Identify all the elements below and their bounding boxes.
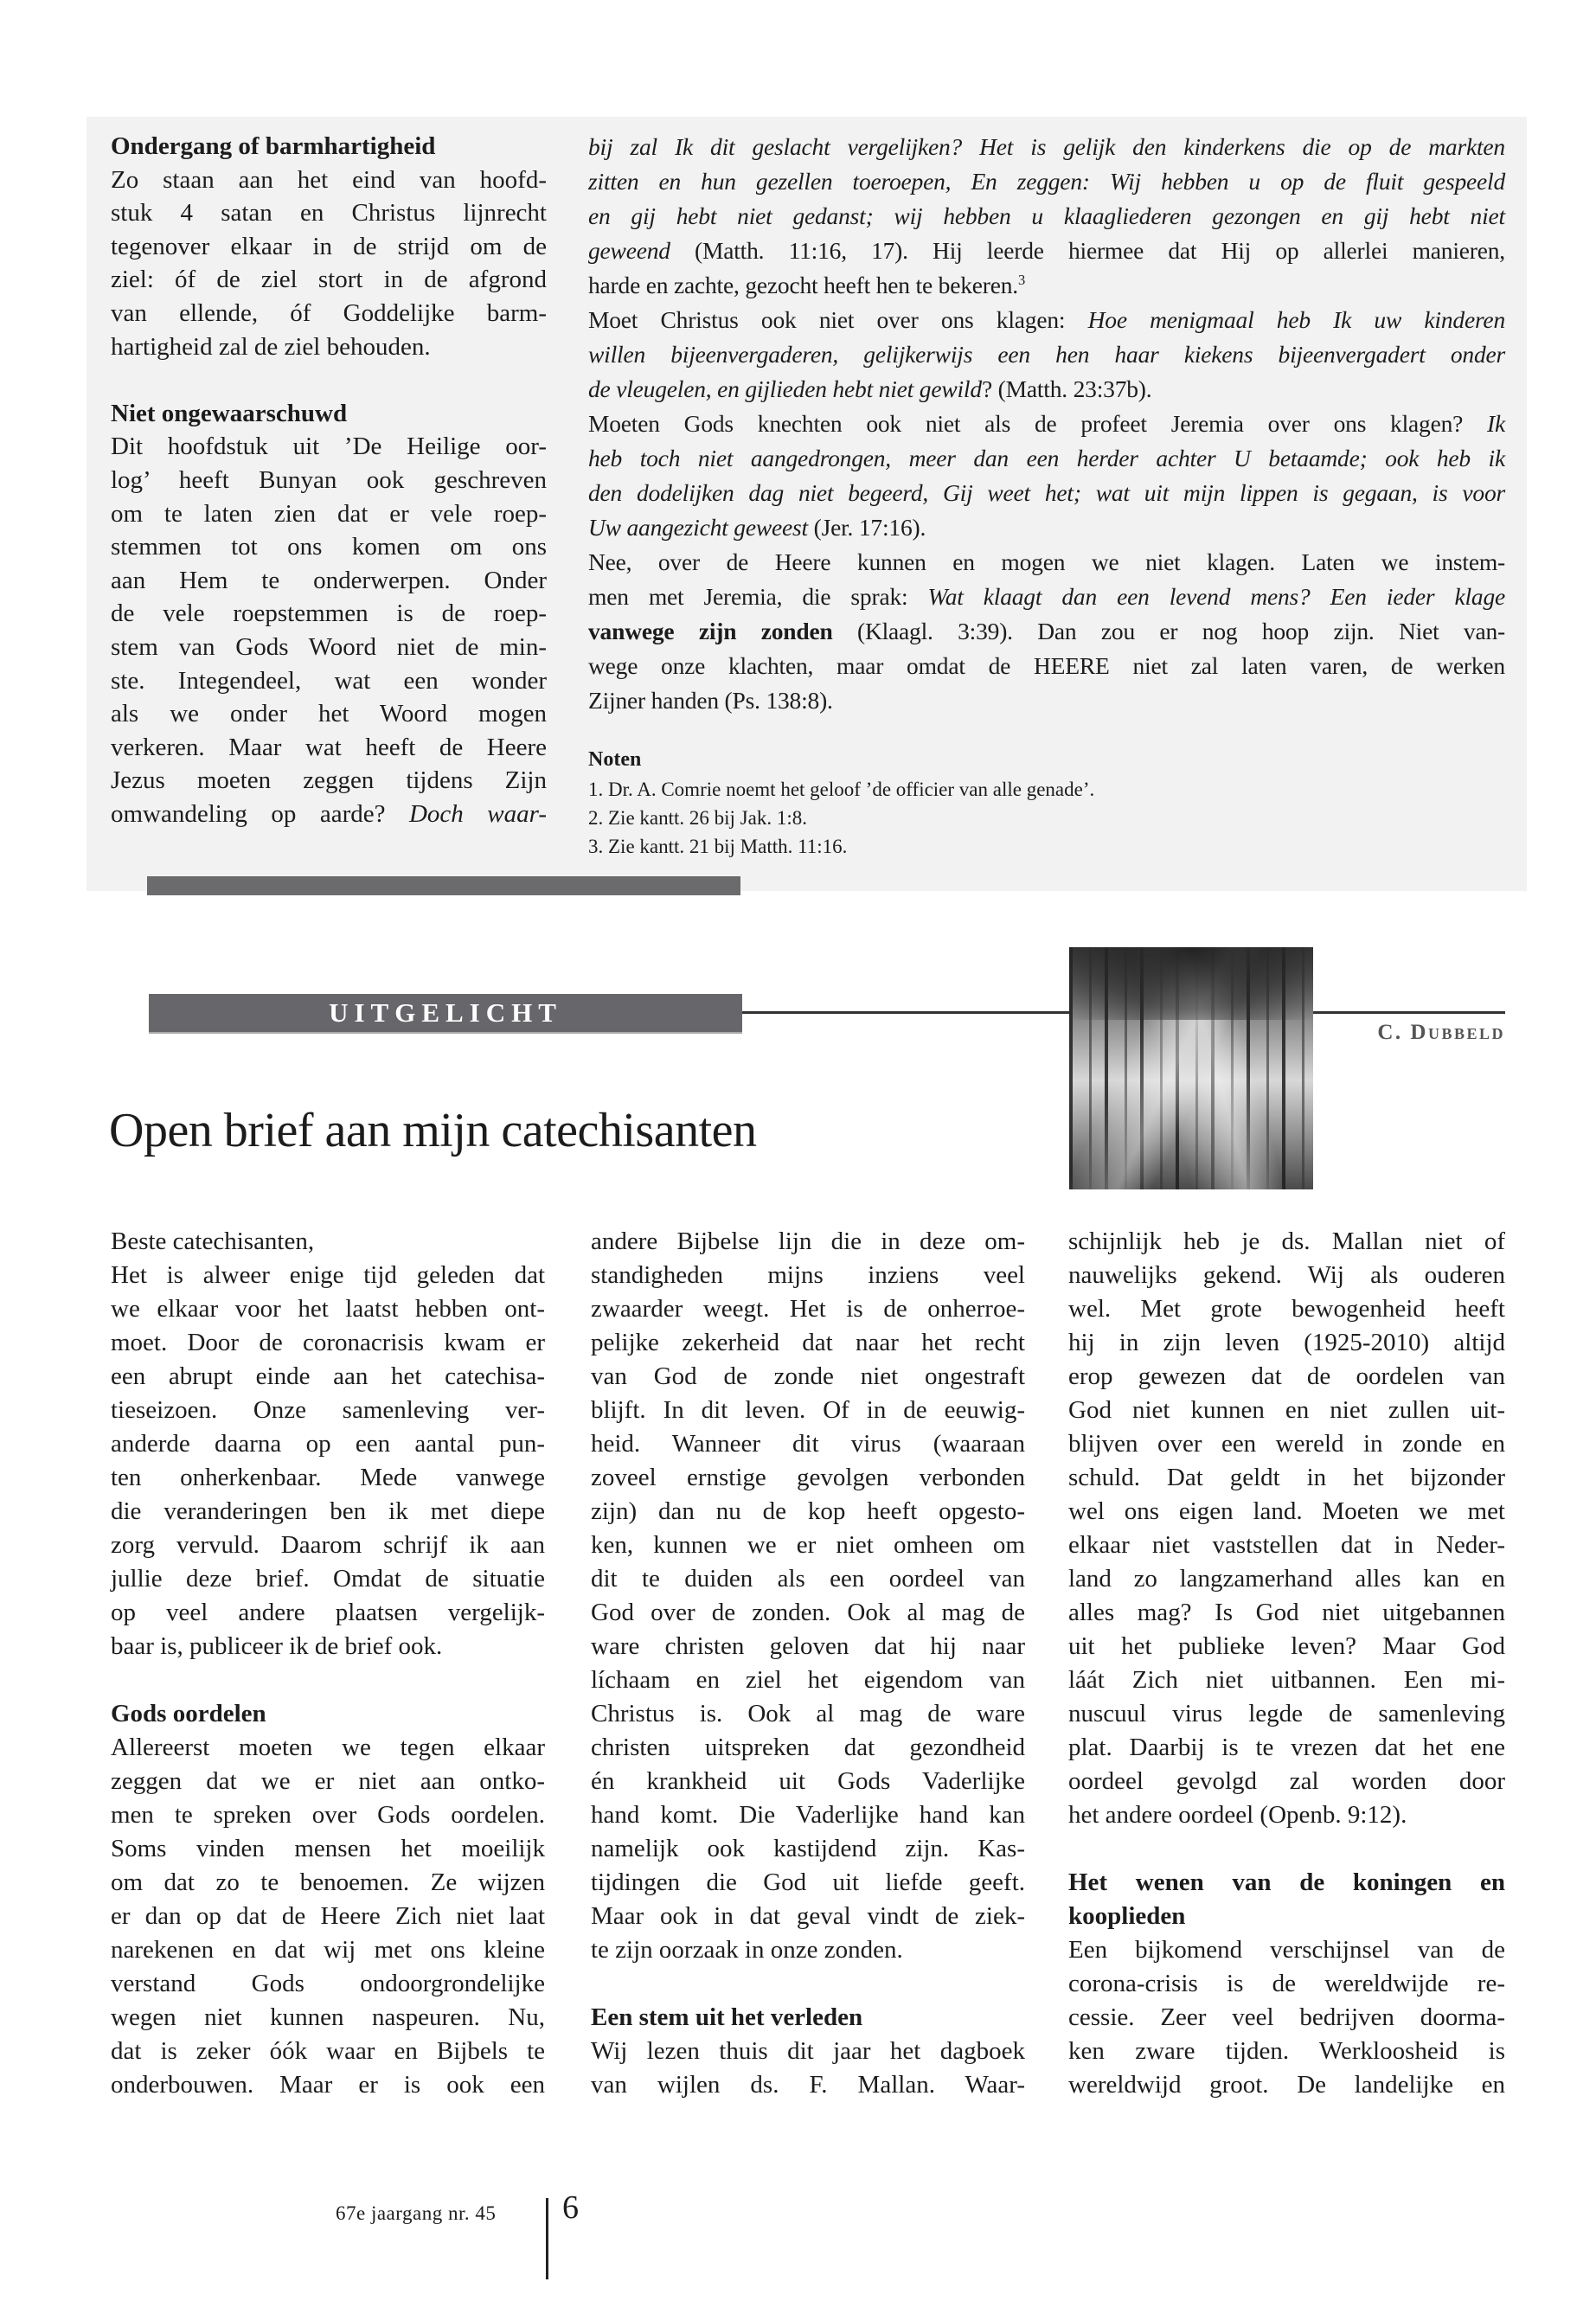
text-line	[588, 164, 1505, 199]
previous-article-left-column	[111, 130, 547, 830]
text-run: ten onherkenbaar. Mede vanwege	[111, 1464, 545, 1491]
text-line	[111, 697, 547, 731]
text-line	[591, 1596, 1025, 1630]
forest-sunrays-photo	[1069, 947, 1313, 1189]
text-run: oordeel gevolgd zal worden door	[1068, 1767, 1505, 1795]
text-line	[588, 614, 1505, 649]
text-line	[1068, 2068, 1505, 2102]
text-run: blijven over een wereld in zonde en	[1068, 1430, 1505, 1458]
text-run: van ellende, óf Goddelijke barm-	[111, 298, 547, 327]
text-run: Het wenen van de koningen en	[1068, 1868, 1505, 1896]
text-run: Maar ook in dat geval vindt de ziek-	[591, 1902, 1025, 1930]
text-line	[111, 1933, 545, 1967]
text-line	[591, 1562, 1025, 1596]
paragraph	[111, 1731, 545, 2102]
previous-article-right-column	[588, 130, 1505, 718]
section-label: UITGELICHT	[149, 994, 742, 1034]
text-run: hij in zijn leven (1925-2010) altijd	[1068, 1329, 1505, 1356]
issue-info: 67e jaargang nr. 45	[336, 2202, 497, 2224]
text-line	[111, 2068, 545, 2102]
footer-divider	[546, 2198, 548, 2279]
text-run: Niet ongewaarschuwd	[111, 399, 348, 427]
text-line	[591, 1292, 1025, 1326]
author-byline: C. Dubbeld	[1377, 1021, 1505, 1044]
text-line	[111, 1427, 545, 1461]
text-run: Ik	[1487, 410, 1505, 437]
text-line	[111, 497, 547, 531]
paragraph	[111, 163, 547, 364]
text-run: stem van Gods Woord niet de min-	[111, 632, 547, 661]
text-line	[591, 1765, 1025, 1798]
text-line	[591, 1798, 1025, 1832]
text-line	[588, 476, 1505, 510]
text-line	[111, 1630, 545, 1663]
text-run: plat. Daarbij is te vrezen dat het ene	[1068, 1734, 1505, 1761]
text-run: schuld. Dat geldt in het bijzonder	[1068, 1464, 1505, 1491]
text-run: het andere oordeel (Openb. 9:12).	[1068, 1801, 1407, 1829]
text-run: van God de zonde niet ongestraft	[591, 1362, 1025, 1390]
text-line	[111, 1765, 545, 1798]
text-line	[1068, 1259, 1505, 1292]
text-run: dit te duiden als een oordeel van	[591, 1565, 1025, 1593]
text-run: Ondergang of barmhartigheid	[111, 132, 436, 160]
text-line	[111, 1832, 545, 1866]
text-run: andere Bijbelse lijn die in deze om-	[591, 1227, 1025, 1255]
text-line	[111, 2001, 545, 2035]
text-line	[591, 1326, 1025, 1360]
text-line	[1068, 2035, 1505, 2068]
text-line	[1068, 1326, 1505, 1360]
text-line	[588, 441, 1505, 476]
text-run: wegen niet kunnen naspeuren. Nu,	[111, 2003, 545, 2031]
text-line	[111, 464, 547, 497]
text-line	[1068, 1394, 1505, 1427]
text-run: Moeten Gods knechten ook niet als de profeet Jeremia over ons klagen?	[588, 410, 1488, 437]
text-run: tijdingen die God uit liefde geeft.	[591, 1868, 1025, 1896]
text-run: willen bijeenvergaderen, gelijkerwijs een hen haar kiekens bijeenvergadert onder	[588, 341, 1505, 368]
subheading	[111, 397, 547, 431]
text-run: heb toch niet aangedrongen, meer dan een herder achter U betaamde; ook heb ik	[588, 445, 1505, 471]
text-line	[591, 1933, 1025, 1967]
text-run: tegenover elkaar in de strijd om de	[111, 232, 547, 260]
text-run: uit het publieke leven? Maar God	[1068, 1632, 1505, 1660]
text-line	[591, 1461, 1025, 1495]
text-line	[111, 263, 547, 297]
text-run: bij zal Ik dit geslacht vergelijken? Het is gelijk den kinderkens die op de markten	[588, 133, 1505, 160]
text-line	[111, 230, 547, 264]
text-line	[1068, 1765, 1505, 1798]
text-run: verkeren. Maar wat heeft de Heere	[111, 733, 547, 761]
text-line	[111, 196, 547, 230]
text-line	[591, 1360, 1025, 1394]
text-line	[588, 130, 1505, 164]
paragraph	[111, 1259, 545, 1663]
text-run: harde en zachte, gezocht heeft hen te bekeren.	[588, 272, 1018, 298]
text-run: zoveel ernstige gevolgen verbonden	[591, 1464, 1025, 1491]
text-run: wel ons eigen land. Moeten we met	[1068, 1497, 1505, 1525]
paragraph	[588, 545, 1505, 718]
text-line	[591, 1630, 1025, 1663]
text-line	[591, 1697, 1025, 1731]
text-run: Dit hoofdstuk uit ’De Heilige oor-	[111, 433, 547, 461]
text-line	[1068, 1630, 1505, 1663]
text-run: men te spreken over Gods oordelen.	[111, 1801, 545, 1829]
text-run: (Matth. 11:16, 17). Hij leerde hiermee dat Hij op allerlei manieren,	[670, 237, 1505, 264]
text-run: ken, kunnen we er niet omheen om	[591, 1531, 1025, 1559]
text-line	[1068, 1562, 1505, 1596]
text-line	[1068, 1697, 1505, 1731]
subheading	[111, 130, 547, 163]
text-run: elkaar niet vaststellen dat in Neder-	[1068, 1531, 1505, 1559]
article-column-3	[1068, 1225, 1505, 2102]
text-run: cessie. Zeer veel bedrijven doorma-	[1068, 2003, 1505, 2031]
text-line	[111, 1798, 545, 1832]
text-run: zeggen dat we er niet aan ontko-	[111, 1767, 545, 1795]
text-run: verstand Gods ondoorgrondelijke	[111, 1970, 545, 1997]
text-run: schijnlijk heb je ds. Mallan niet of	[1068, 1227, 1505, 1255]
text-run: Het is alweer enige tijd geleden dat	[111, 1261, 545, 1289]
paragraph	[111, 430, 547, 830]
text-run: Zijner handen (Ps. 138:8).	[588, 687, 833, 714]
section-divider-bar	[147, 876, 740, 895]
paragraph	[588, 407, 1505, 545]
text-run: ziel: óf de ziel stort in de afgrond	[111, 266, 547, 294]
text-run: wel. Met grote bewogenheid heeft	[1068, 1295, 1505, 1323]
text-run: Wat klaagt dan een levend mens? Een ieder klage	[927, 583, 1506, 610]
paragraph	[111, 1225, 545, 1259]
text-run: ? (Matth. 23:37b).	[981, 375, 1152, 402]
text-line	[1068, 1427, 1505, 1461]
text-line	[591, 1731, 1025, 1765]
text-line	[111, 1360, 545, 1394]
text-line	[1068, 1225, 1505, 1259]
text-line	[1068, 1731, 1505, 1765]
text-line	[1068, 1866, 1505, 1900]
text-run: geweend	[588, 237, 670, 264]
text-run: Christus is. Ook al mag de ware	[591, 1700, 1025, 1727]
footnote-ref: 3	[1017, 272, 1026, 289]
text-run: corona-crisis is de wereldwijde re-	[1068, 1970, 1505, 1997]
text-run: stuk 4 satan en Christus lijnrecht	[111, 199, 547, 228]
text-run: Gods oordelen	[111, 1700, 266, 1727]
text-run: te zijn oorzaak in onze zonden.	[591, 1936, 903, 1964]
text-run: tieseizoen. Onze samenleving ver-	[111, 1396, 545, 1424]
text-run: láát Zich niet uitbannen. Een mi-	[1068, 1666, 1505, 1694]
text-run: erop gewezen dat de oordelen van	[1068, 1362, 1505, 1390]
text-run: Moet Christus ook niet over ons klagen:	[588, 306, 1088, 333]
text-run: ste. Integendeel, wat een wonder	[111, 666, 547, 695]
text-line	[1068, 1596, 1505, 1630]
text-run: die veranderingen ben ik met diepe	[111, 1497, 545, 1525]
text-line	[111, 1596, 545, 1630]
text-run: (Jer. 17:16).	[807, 514, 926, 541]
paragraph	[588, 130, 1505, 303]
text-line	[588, 407, 1505, 441]
text-run: én krankheid uit Gods Vaderlijke	[591, 1767, 1025, 1795]
text-run: Een bijkomend verschijnsel van de	[1068, 1936, 1505, 1964]
text-line	[591, 1900, 1025, 1933]
subheading	[1068, 1866, 1505, 1933]
footnote: 1. Dr. A. Comrie noemt het geloof ’de officier van alle genade’.	[588, 779, 1095, 800]
text-line	[1068, 1967, 1505, 2001]
text-run: en gij hebt niet gedanst; wij hebben u klaagliederen gezongen en gij hebt niet	[588, 202, 1505, 229]
text-line	[111, 1225, 545, 1259]
text-line	[591, 2001, 1025, 2035]
text-run: jullie deze brief. Omdat de situatie	[111, 1565, 545, 1593]
text-line	[1068, 1798, 1505, 1832]
footnote: 2. Zie kantt. 26 bij Jak. 1:8.	[588, 807, 807, 829]
text-line	[111, 1461, 545, 1495]
text-line	[111, 631, 547, 664]
text-run: zitten en hun gezellen toeroepen, En zeggen: Wij hebben u op de fluit gespeeld	[588, 168, 1505, 195]
text-line	[1068, 1529, 1505, 1562]
text-line	[111, 1326, 545, 1360]
text-line	[1068, 1933, 1505, 1967]
subheading	[111, 1697, 545, 1731]
text-line	[111, 764, 547, 798]
text-line	[591, 1259, 1025, 1292]
text-line	[591, 2035, 1025, 2068]
text-run: aan Hem te onderwerpen. Onder	[111, 566, 547, 594]
text-line	[111, 1562, 545, 1596]
text-line	[111, 2035, 545, 2068]
text-line	[591, 1394, 1025, 1427]
text-line	[111, 1259, 545, 1292]
text-run: namelijk ook kastijdend zijn. Kas-	[591, 1835, 1025, 1862]
text-line	[588, 234, 1505, 268]
text-line	[588, 372, 1505, 407]
text-line	[111, 731, 547, 765]
text-line	[1068, 1900, 1505, 1933]
text-line	[1068, 1461, 1505, 1495]
text-run: (Klaagl. 3:39). Dan zou er nog hoop zijn. Niet van-	[832, 618, 1505, 644]
text-run: Doch waar-	[408, 799, 547, 828]
text-run: onderbouwen. Maar er is ook een	[111, 2071, 545, 2099]
text-run: men met Jeremia, die sprak:	[588, 583, 928, 610]
text-run: om dat zo te benoemen. Ze wijzen	[111, 1868, 545, 1896]
text-line	[588, 303, 1505, 337]
paragraph	[1068, 1225, 1505, 1832]
text-run: op veel andere plaatsen vergelijk-	[111, 1599, 545, 1626]
article-column-1	[111, 1225, 545, 2102]
paragraph	[588, 303, 1505, 407]
page-number: 6	[562, 2189, 579, 2226]
text-run: omwandeling op aarde?	[111, 799, 409, 828]
text-line	[588, 683, 1505, 718]
text-line	[111, 564, 547, 598]
article-column-2	[591, 1225, 1025, 2102]
text-run: een abrupt einde aan het catechisa-	[111, 1362, 545, 1390]
text-line	[111, 1967, 545, 2001]
text-run: vanwege zijn zonden	[588, 618, 833, 644]
text-run: Een stem uit het verleden	[591, 2003, 863, 2031]
text-run: alles mag? Is God niet uitgebannen	[1068, 1599, 1505, 1626]
text-run: Zo staan aan het eind van hoofd-	[111, 165, 547, 194]
text-line	[588, 545, 1505, 580]
text-run: zorg vervuld. Daarom schrijf ik aan	[111, 1531, 545, 1559]
text-run: Soms vinden mensen het moeilijk	[111, 1835, 545, 1862]
text-run: ken zware tijden. Werkloosheid is	[1068, 2037, 1505, 2065]
text-run: zijn) dan nu de kop heeft opgesto-	[591, 1497, 1025, 1525]
text-run: Uw aangezicht geweest	[588, 514, 808, 541]
text-line	[111, 1292, 545, 1326]
text-run: God over de zonden. Ook al mag de	[591, 1599, 1025, 1626]
text-line	[588, 268, 1505, 303]
article-title: Open brief aan mijn catechisanten	[109, 1104, 757, 1157]
tree-canopy-shade	[1069, 947, 1313, 1020]
text-line	[591, 1663, 1025, 1697]
text-line	[111, 430, 547, 464]
text-line	[111, 1394, 545, 1427]
text-line	[591, 1427, 1025, 1461]
text-run: God niet kunnen en niet zullen uit-	[1068, 1396, 1505, 1424]
text-run: moet. Door de coronacrisis kwam er	[111, 1329, 545, 1356]
text-run: kooplieden	[1068, 1902, 1186, 1930]
text-run: nuscuul virus legde de samenleving	[1068, 1700, 1505, 1727]
text-line	[111, 1900, 545, 1933]
text-run: heid. Wanneer dit virus (waaraan	[591, 1430, 1025, 1458]
footnotes	[588, 744, 1505, 861]
text-run: land zo langzamerhand alles kan en	[1068, 1565, 1505, 1593]
text-run: christen uitspreken dat gezondheid	[591, 1734, 1025, 1761]
text-line	[588, 649, 1505, 683]
text-run: anderde daarna op een aantal pun-	[111, 1430, 545, 1458]
text-line	[111, 1529, 545, 1562]
text-run: dat is zeker óók waar en Bijbels te	[111, 2037, 545, 2065]
subheading	[591, 2001, 1025, 2035]
text-run: Beste catechisanten,	[111, 1227, 315, 1255]
paragraph	[1068, 1933, 1505, 2102]
text-line	[111, 664, 547, 698]
text-line	[591, 1866, 1025, 1900]
text-line	[588, 337, 1505, 372]
text-line	[111, 1866, 545, 1900]
footnotes-title: Noten	[588, 748, 642, 771]
text-line	[111, 798, 547, 831]
text-line	[1068, 1292, 1505, 1326]
text-line	[1068, 2001, 1505, 2035]
text-run: ware christen geloven dat hij naar	[591, 1632, 1025, 1660]
text-run: wereldwijd groot. De landelijke en	[1068, 2071, 1505, 2099]
text-line	[1068, 1360, 1505, 1394]
text-run: den dodelijken dag niet begeerd, Gij weet het; wat uit mijn lippen is gegaan, is voor	[588, 479, 1505, 506]
text-line	[111, 163, 547, 197]
text-run: we elkaar voor het laatst hebben ont-	[111, 1295, 545, 1323]
text-run: Wij lezen thuis dit jaar het dagboek	[591, 2037, 1025, 2065]
text-line	[588, 199, 1505, 234]
paragraph	[591, 2035, 1025, 2102]
text-line	[111, 330, 547, 364]
footnote: 3. Zie kantt. 21 bij Matth. 11:16.	[588, 836, 848, 857]
text-run: standigheden mijns inziens veel	[591, 1261, 1025, 1289]
text-line	[111, 1731, 545, 1765]
text-line	[111, 397, 547, 431]
text-run: wege onze klachten, maar omdat de HEERE niet zal laten varen, de werken	[588, 652, 1505, 679]
text-line	[111, 597, 547, 631]
text-line	[111, 1495, 545, 1529]
text-run: Hoe menigmaal heb Ik uw kinderen	[1087, 306, 1505, 333]
text-line	[111, 297, 547, 330]
text-line	[591, 1529, 1025, 1562]
text-run: als we onder het Woord mogen	[111, 700, 547, 728]
text-run: er dan op dat de Heere Zich niet laat	[111, 1902, 545, 1930]
text-line	[591, 1832, 1025, 1866]
text-run: baar is, publiceer ik de brief ook.	[111, 1632, 443, 1660]
text-run: pelijke zekerheid dat naar het recht	[591, 1329, 1025, 1356]
text-line	[588, 580, 1505, 614]
text-line	[111, 130, 547, 163]
text-run: narekenen en dat wij met ons kleine	[111, 1936, 545, 1964]
text-line	[1068, 1495, 1505, 1529]
text-run: van wijlen ds. F. Mallan. Waar-	[591, 2071, 1025, 2099]
text-line	[591, 2068, 1025, 2102]
text-run: hartigheid zal de ziel behouden.	[111, 332, 431, 361]
text-run: log’ heeft Bunyan ook geschreven	[111, 465, 547, 494]
text-run: blijft. In dit leven. Of in de eeuwig-	[591, 1396, 1025, 1424]
text-run: nauwelijks gekend. Wij als ouderen	[1068, 1261, 1505, 1289]
text-run: líchaam en ziel het eigendom van	[591, 1666, 1025, 1694]
text-line	[588, 510, 1505, 545]
text-line	[111, 1697, 545, 1731]
text-run: om te laten zien dat er vele roep-	[111, 499, 547, 528]
text-run: stemmen tot ons komen om ons	[111, 533, 547, 561]
paragraph	[591, 1225, 1025, 1967]
text-run: zwaarder weegt. Het is de onherroe-	[591, 1295, 1025, 1323]
text-line	[111, 530, 547, 564]
text-run: Jezus moeten zeggen tijdens Zijn	[111, 766, 547, 795]
text-run: de vele roepstemmen is de roep-	[111, 599, 547, 628]
text-line	[591, 1495, 1025, 1529]
text-run: Allereerst moeten we tegen elkaar	[111, 1734, 545, 1761]
text-run: Nee, over de Heere kunnen en mogen we niet klagen. Laten we instem-	[588, 548, 1505, 575]
text-run: de vleugelen, en gijlieden hebt niet gewild	[588, 375, 982, 402]
text-run: hand komt. Die Vaderlijke hand kan	[591, 1801, 1025, 1829]
text-line	[1068, 1663, 1505, 1697]
text-line	[591, 1225, 1025, 1259]
